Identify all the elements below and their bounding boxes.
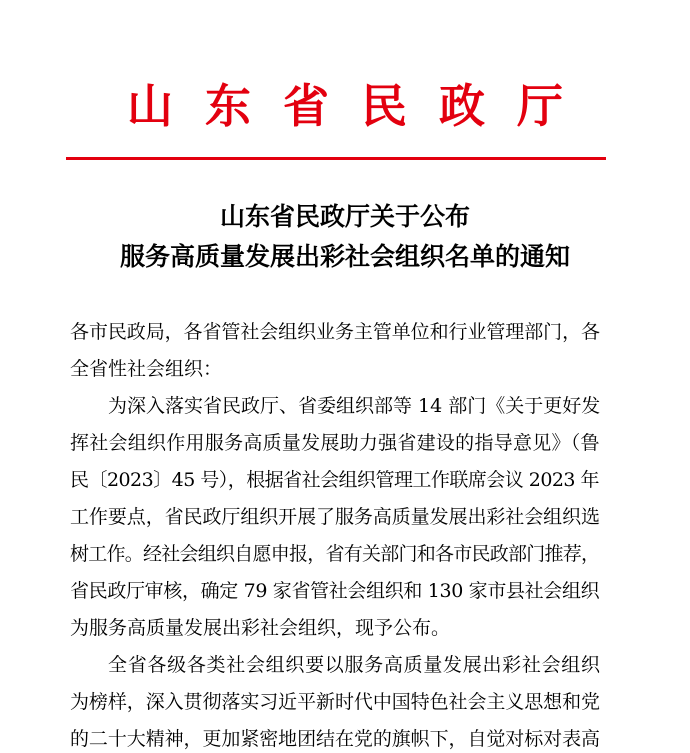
body-line: 的二十大精神，更加紧密地团结在党的旗帜下，自觉对标对表高 xyxy=(70,728,600,750)
body-line: 省民政厅审核，确定 79 家省管社会组织和 130 家市县社会组织 xyxy=(70,580,600,602)
body-line: 挥社会组织作用服务高质量发展助力强省建设的指导意见》（鲁 xyxy=(70,432,600,454)
body-line: 为榜样，深入贯彻落实习近平新时代中国特色社会主义思想和党 xyxy=(70,691,600,713)
body-line: 为深入落实省民政厅、省委组织部等 14 部门《关于更好发 xyxy=(108,395,601,417)
body-line: 工作要点，省民政厅组织开展了服务高质量发展出彩社会组织选 xyxy=(70,506,600,528)
masthead: 山东省民政厅 xyxy=(127,79,595,133)
body-line: 为服务高质量发展出彩社会组织，现予公布。 xyxy=(70,617,451,639)
body-line: 树工作。经社会组织自愿申报，省有关部门和各市民政部门推荐， xyxy=(70,543,600,565)
red-divider-line xyxy=(66,157,606,160)
body-line: 各市民政局，各省管社会组织业务主管单位和行业管理部门，各 xyxy=(70,321,600,343)
body-line: 全省各级各类社会组织要以服务高质量发展出彩社会组织 xyxy=(108,654,601,676)
document-title-line-2: 服务高质量发展出彩社会组织名单的通知 xyxy=(119,242,570,271)
body-line: 全省性社会组织： xyxy=(70,358,223,380)
document-title-line-1: 山东省民政厅关于公布 xyxy=(219,202,470,231)
body-line: 民〔2023〕45 号），根据省社会组织管理工作联席会议 2023 年 xyxy=(70,469,599,491)
